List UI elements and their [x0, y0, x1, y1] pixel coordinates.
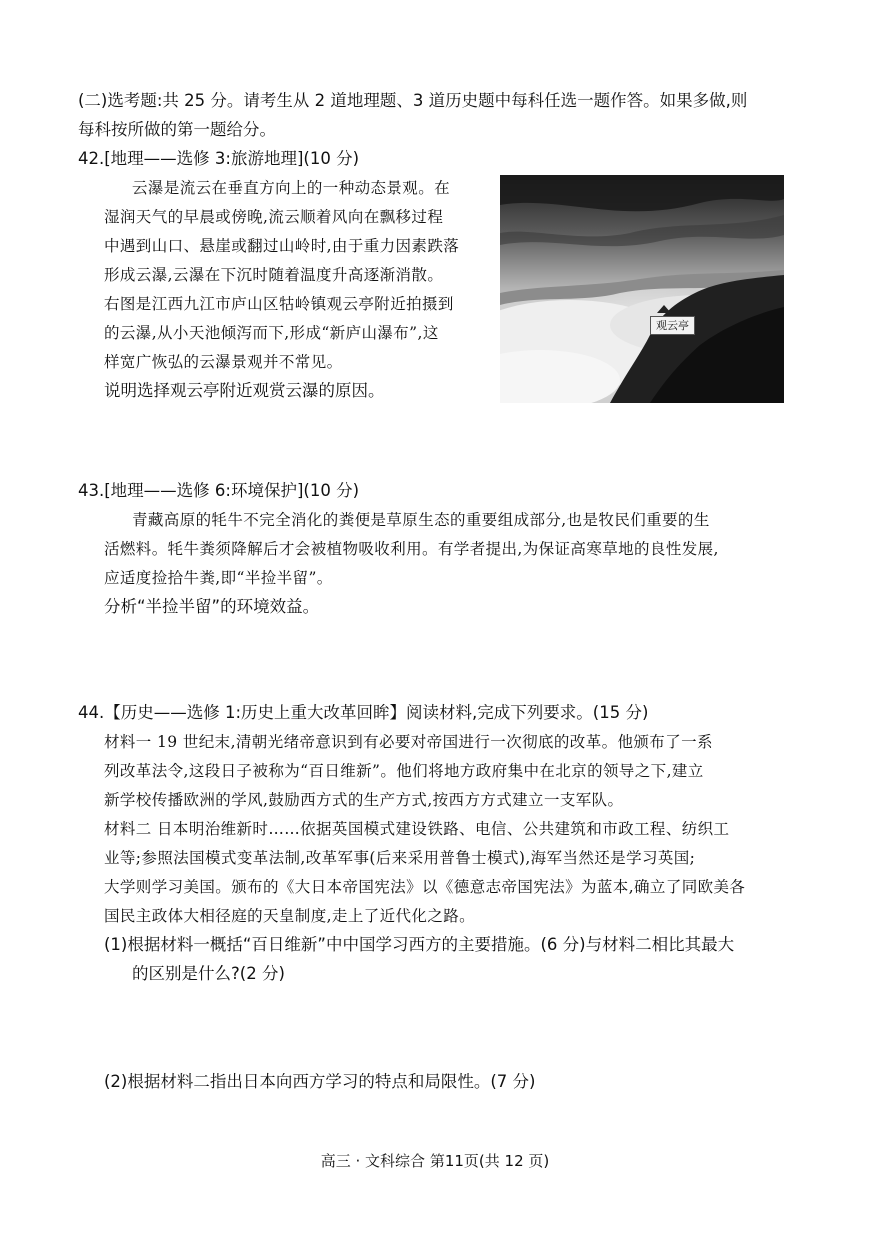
section-intro-line-2: 每科按所做的第一题给分。	[78, 120, 276, 139]
q42-header: 42.[地理——选修 3:旅游地理](10 分)	[78, 149, 360, 168]
q44-material2-line-3: 大学则学习美国。颁布的《大日本帝国宪法》以《德意志帝国宪法》为蓝本,确立了同欧美各	[104, 878, 746, 896]
q43-body-line-1: 青藏高原的牦牛不完全消化的粪便是草原生态的重要组成部分,也是牧民们重要的生	[132, 511, 710, 529]
cloud-waterfall-illustration	[500, 175, 784, 403]
q42-question: 说明选择观云亭附近观赏云瀑的原因。	[104, 381, 385, 400]
q44-material2-line-4: 国民主政体大相径庭的天皇制度,走上了近代化之路。	[104, 907, 476, 925]
q44-material1-line-3: 新学校传播欧洲的学风,鼓励西方式的生产方式,按西方方式建立一支军队。	[104, 791, 624, 809]
q43-header: 43.[地理——选修 6:环境保护](10 分)	[78, 481, 360, 500]
q43-body-line-2: 活燃料。牦牛粪须降解后才会被植物吸收利用。有学者提出,为保证高寒草地的良性发展,	[104, 540, 719, 558]
q44-header: 44.【历史——选修 1:历史上重大改革回眸】阅读材料,完成下列要求。(15 分)	[78, 703, 649, 722]
q44-sub1-line-1: (1)根据材料一概括“百日维新”中中国学习西方的主要措施。(6 分)与材料二相比其最大	[104, 935, 735, 954]
q42-body-line-5: 右图是江西九江市庐山区牯岭镇观云亭附近拍摄到	[104, 295, 454, 313]
q44-material1-line-2: 列改革法令,这段日子被称为“百日维新”。他们将地方政府集中在北京的领导之下,建立	[104, 762, 704, 780]
q42-body-line-6: 的云瀑,从小天池倾泻而下,形成“新庐山瀑布”,这	[104, 324, 439, 342]
q42-body-line-4: 形成云瀑,云瀑在下沉时随着温度升高逐渐消散。	[104, 266, 444, 284]
q43-question: 分析“半捡半留”的环境效益。	[104, 597, 320, 616]
q44-sub2: (2)根据材料二指出日本向西方学习的特点和局限性。(7 分)	[104, 1072, 536, 1091]
page-footer: 高三 · 文科综合 第11页(共 12 页)	[320, 1152, 550, 1170]
q43-body-line-3: 应适度捡拾牛粪,即“半捡半留”。	[104, 569, 333, 587]
q44-sub1-line-2: 的区别是什么?(2 分)	[132, 964, 285, 983]
q44-material2-line-2: 业等;参照法国模式变革法制,改革军事(后来采用普鲁士模式),海军当然还是学习英国;	[104, 849, 696, 867]
q42-body-line-3: 中遇到山口、悬崖或翻过山岭时,由于重力因素跌落	[104, 237, 460, 255]
q42-body-line-7: 样宽广恢弘的云瀑景观并不常见。	[104, 353, 343, 371]
section-intro-line-1: (二)选考题:共 25 分。请考生从 2 道地理题、3 道历史题中每科任选一题作答。如果多做,则	[78, 91, 748, 110]
q44-material2-line-1: 材料二 日本明治维新时……依据英国模式建设铁路、电信、公共建筑和市政工程、纺织工	[104, 820, 730, 838]
pavilion-label: 观云亭	[650, 316, 695, 335]
q42-body-line-2: 湿润天气的早晨或傍晚,流云顺着风向在飘移过程	[104, 208, 444, 226]
q42-body-line-1: 云瀑是流云在垂直方向上的一种动态景观。在	[132, 179, 451, 197]
cloud-waterfall-photo	[500, 175, 784, 403]
q44-material1-line-1: 材料一 19 世纪末,清朝光绪帝意识到有必要对帝国进行一次彻底的改革。他颁布了一系	[104, 733, 713, 751]
